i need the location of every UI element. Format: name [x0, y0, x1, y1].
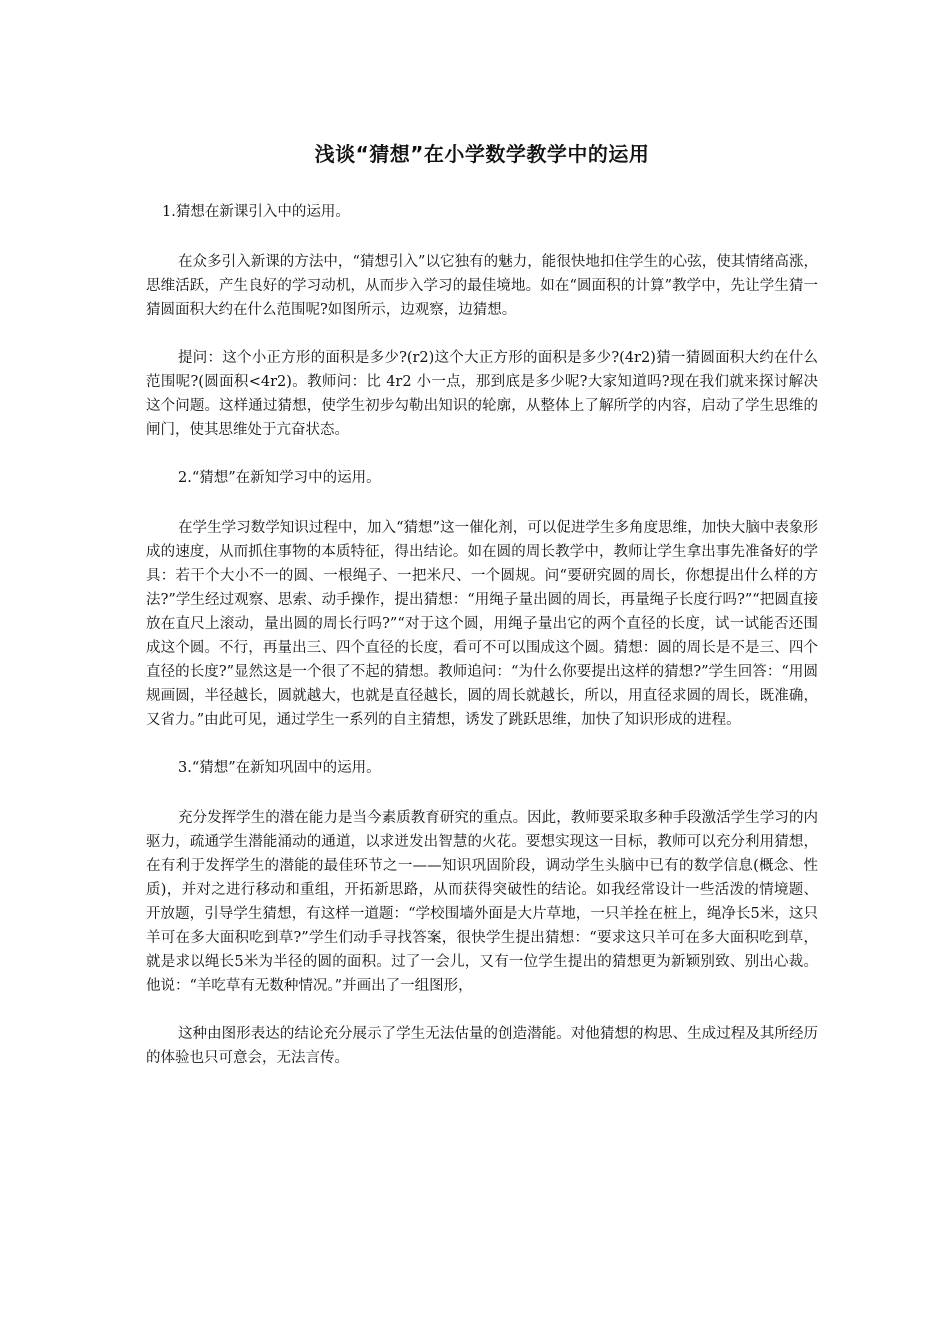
- document-title: 浅谈“猜想”在小学数学教学中的运用: [314, 142, 650, 166]
- section-heading-1: 1.猜想在新课引入中的运用。: [162, 204, 350, 220]
- section-heading-3: 3.“猜想”在新知巩固中的运用。: [178, 760, 381, 776]
- paragraph: 在学生学习数学知识过程中，加入“猜想”这一催化剂，可以促进学生多角度思维，加快大脑中表象形成的速度，从而抓住事物的本质特征，得出结论。如在圆的周长教学中，教师让学生拿出事先准备好的学具：若干个大小不一的圆、一根绳子、一把米尺、一个圆规。问“要研究圆的周长，你想提出什么样的方法?”学生经过观察、思索、动手操作，提出猜想：“用绳子量出圆的周长，再量绳子长度行吗?”“把圆直接放在直尺上滚动，量出圆的周长行吗?”“对于这个圆，用绳子量出它的两个直径的长度，试一试能否还围成这个圆。不行，再量出三、四个直径的长度，看可不可以围成这个圆。猜想：圆的周长是不是三、四个直径的长度?”显然这是一个很了不起的猜想。教师追问：“为什么你要提出这样的猜想?”学生回答：“用圆规画圆，半径越长，圆就越大，也就是直径越长，圆的周长就越长，所以，用直径求圆的周长，既准确，又省力。”由此可见，通过学生一系列的自主猜想，诱发了跳跃思维，加快了知识形成的进程。: [146, 520, 818, 728]
- paragraph: 充分发挥学生的潜在能力是当今素质教育研究的重点。因此，教师要采取多种手段激活学生学习的内驱力，疏通学生潜能涌动的通道，以求迸发出智慧的火花。要想实现这一目标，教师可以充分利用猜想，在有利于发挥学生的潜能的最佳环节之一——知识巩固阶段，调动学生头脑中已有的数学信息(概念、性质)，并对之进行移动和重组，开拓新思路，从而获得突破性的结论。如我经常设计一些活泼的情境题、开放题，引导学生猜想，有这样一道题：“学校围墙外面是大片草地，一只羊拴在桩上，绳净长5米，这只羊可在多大面积吃到草?”学生们动手寻找答案，很快学生提出猜想：“要求这只羊可在多大面积吃到草，就是求以绳长5米为半径的圆的面积。过了一会儿，又有一位学生提出的猜想更为新颖别致、别出心裁。他说：“羊吃草有无数种情况。”并画出了一组图形，: [146, 810, 818, 994]
- paragraph: 提问：这个小正方形的面积是多少?(r2)这个大正方形的面积是多少?(4r2)猜一猜圆面积大约在什么范围呢?(圆面积<4r2)。教师问：比 4r2 小一点，那到底是多少呢?大家知道吗?现在我们就来探讨解决这个问题。这样通过猜想，使学生初步勾勒出知识的轮廓，从整体上了解所学的内容，启动了学生思维的闸门，使其思维处于亢奋状态。: [146, 350, 818, 438]
- paragraph: 这种由图形表达的结论充分展示了学生无法估量的创造潜能。对他猜想的构思、生成过程及其所经历的体验也只可意会，无法言传。: [146, 1026, 818, 1066]
- paragraph: 在众多引入新课的方法中，“猜想引入”以它独有的魅力，能很快地扣住学生的心弦，使其情绪高涨，思维活跃，产生良好的学习动机，从而步入学习的最佳境地。如在“圆面积的计算”教学中，先让学生猜一猜圆面积大约在什么范围呢?如图所示，边观察，边猜想。: [146, 254, 818, 318]
- document-page: [146, 140, 818, 1094]
- section-heading-2: 2.“猜想”在新知学习中的运用。: [178, 470, 381, 486]
